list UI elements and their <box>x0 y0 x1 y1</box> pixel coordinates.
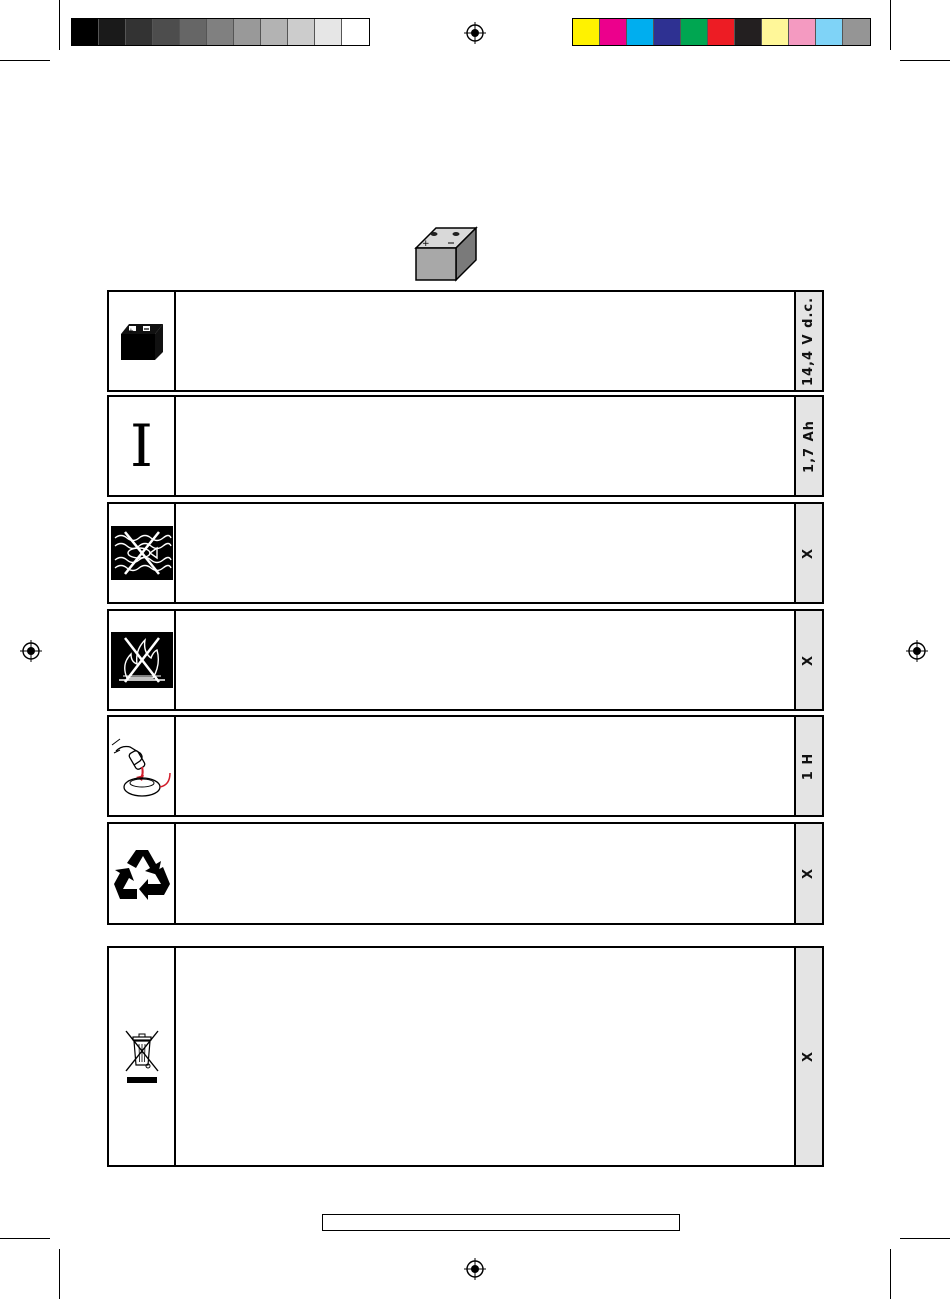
footer-box <box>322 1214 680 1231</box>
svg-text:+: + <box>422 239 430 249</box>
color-swatch <box>708 19 735 45</box>
value-cell <box>794 292 822 390</box>
battery-icon <box>119 320 165 362</box>
color-swatch <box>627 19 654 45</box>
charger-connection-icon <box>110 731 174 801</box>
color-swatch <box>789 19 816 45</box>
color-swatch <box>342 19 369 45</box>
crop-mark <box>900 1238 950 1239</box>
crop-mark <box>59 0 60 50</box>
value-cell <box>794 397 822 495</box>
color-swatch <box>234 19 261 45</box>
no-fire-icon <box>111 632 173 688</box>
color-swatch <box>180 19 207 45</box>
color-swatch <box>735 19 762 45</box>
color-swatch <box>315 19 342 45</box>
crop-mark <box>59 1249 60 1299</box>
icon-cell <box>109 611 176 709</box>
spec-value: X <box>801 867 817 880</box>
description-cell <box>176 717 794 815</box>
icon-cell <box>109 397 176 495</box>
description-cell <box>176 504 794 602</box>
svg-text:+: + <box>127 327 134 335</box>
color-swatch <box>207 19 234 45</box>
spec-value: X <box>801 547 817 559</box>
value-cell <box>794 948 822 1165</box>
battery-pack-icon <box>412 222 478 282</box>
color-swatch <box>762 19 789 45</box>
icon-cell <box>109 717 176 815</box>
no-water-disposal-icon <box>111 526 173 580</box>
icon-cell <box>109 504 176 602</box>
spec-value: 1,7 Ah <box>801 419 817 473</box>
crop-mark <box>890 1249 891 1299</box>
spec-value: X <box>801 1050 817 1063</box>
spec-row <box>107 502 824 604</box>
spec-row <box>107 609 824 711</box>
color-swatch <box>816 19 843 45</box>
value-cell <box>794 717 822 815</box>
roman-numeral-one-icon: I <box>130 412 153 480</box>
crossed-bin-icon <box>122 1027 162 1087</box>
description-cell <box>176 948 794 1165</box>
description-cell <box>176 397 794 495</box>
color-swatch <box>600 19 627 45</box>
spec-value: X <box>801 654 817 666</box>
crop-mark <box>0 1238 50 1239</box>
color-calibration-bar <box>572 18 871 46</box>
description-cell <box>176 292 794 390</box>
color-swatch <box>99 19 126 45</box>
registration-mark-icon <box>20 640 42 662</box>
value-cell <box>794 824 822 923</box>
crop-mark <box>890 0 891 50</box>
registration-mark-icon <box>464 1258 486 1280</box>
spec-row <box>107 290 824 392</box>
value-cell <box>794 504 822 602</box>
color-swatch <box>654 19 681 45</box>
spec-value: 14,4 V d.c. <box>801 296 817 386</box>
color-swatch <box>72 19 99 45</box>
color-swatch <box>153 19 180 45</box>
icon-cell <box>109 948 176 1165</box>
recycle-icon <box>112 846 172 902</box>
color-swatch <box>261 19 288 45</box>
registration-mark-icon <box>906 640 928 662</box>
spec-row <box>107 822 824 925</box>
spec-row <box>107 715 824 817</box>
icon-cell <box>109 824 176 923</box>
spec-row <box>107 946 824 1167</box>
color-swatch <box>126 19 153 45</box>
spec-value: 1 H <box>801 752 817 780</box>
icon-cell <box>109 292 176 390</box>
value-cell <box>794 611 822 709</box>
spec-row <box>107 395 824 497</box>
color-swatch <box>573 19 600 45</box>
grayscale-calibration-bar <box>71 18 370 46</box>
description-cell <box>176 611 794 709</box>
color-swatch <box>843 19 870 45</box>
color-swatch <box>681 19 708 45</box>
crop-mark <box>900 60 950 61</box>
description-cell <box>176 824 794 923</box>
color-swatch <box>288 19 315 45</box>
crop-mark <box>0 60 50 61</box>
registration-mark-icon <box>464 22 486 44</box>
